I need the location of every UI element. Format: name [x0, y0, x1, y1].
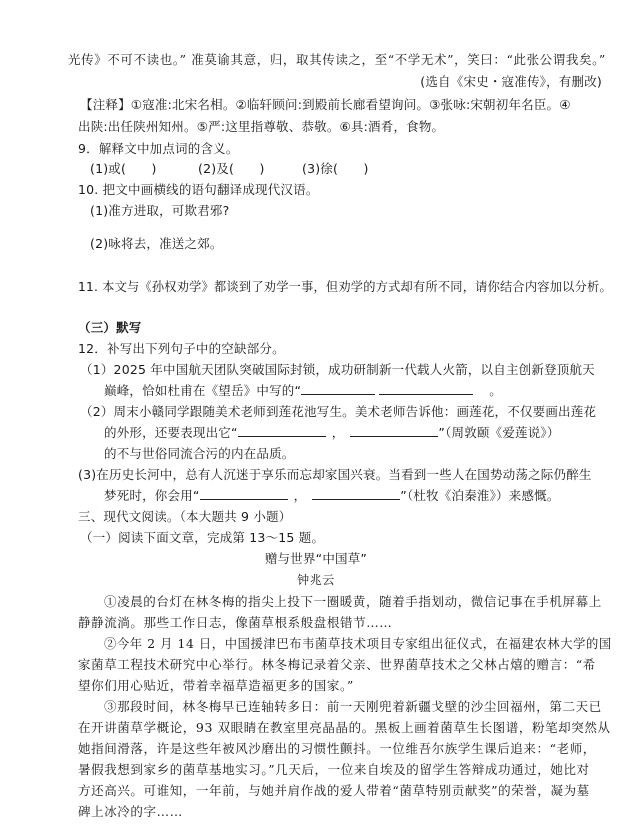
- q9-item-2: (2)及( ): [198, 161, 265, 176]
- article-p1-line-2: 静静流淌。那些工作日志，像菌草根系般盘根错节……: [78, 615, 393, 630]
- q12-s2-text-after: ”（周敦颐《爱莲说》）: [438, 425, 560, 440]
- q10-sub-1: (1)准方进取，可欺君邪?: [90, 203, 230, 218]
- q12-s3-blank-1[interactable]: [200, 488, 288, 500]
- part3-sub-heading: （一）阅读下面文章，完成第 13～15 题。: [80, 530, 325, 545]
- q12-s3-comma: ，: [293, 488, 307, 503]
- q12-s2-line-2: [104, 425, 560, 441]
- part3-heading: 三、现代文阅读。（本大题共 9 小题）: [78, 509, 292, 524]
- q12-s1-line-2: [104, 383, 502, 399]
- q12-s1-text-after: 。: [489, 383, 502, 398]
- q9-item-1: (1)或( ): [90, 161, 157, 176]
- q12-s3-blank-2[interactable]: [312, 488, 400, 500]
- article-p3-line-3: 她指间滑落，许是这些年被风沙磨出的习惯性颤抖。一位维吾尔族学生课后追来：“老师，: [78, 741, 596, 756]
- q12-s2-line-3: 的不与世俗同流合污的内在品质。: [104, 446, 295, 461]
- q12-prompt: 12．补写出下列句子中的空缺部分。: [78, 341, 285, 356]
- article-p2-line-1: ②今年 2 月 14 日，中国援津巴布韦菌草技术项目专家组出征仪式，在福建农林大学的国: [104, 636, 612, 651]
- article-title: 赠与世界“中国草”: [264, 551, 368, 566]
- q12-s2-text-before: 的外形，还要表现出它“: [104, 425, 238, 440]
- q9-prompt: 9．解释文中加点词的含义。: [78, 141, 239, 156]
- q12-s2-line-1: （2）周末小赣同学跟随美术老师到莲花池写生。美术老师告诉他：画莲花，不仅要画出莲花: [80, 404, 597, 419]
- article-p1-line-1: ①凌晨的台灯在林冬梅的指尖上投下一圈暖黄，随着手指划动，微信记事在手机屏幕上: [104, 594, 602, 609]
- q10-prompt: 10. 把文中画横线的语句翻译成现代汉语。: [78, 182, 319, 197]
- q12-s3-line-1: (3)在历史长河中，总有人沉迷于享乐而忘却家国兴衰。当看到一些人在国势动荡之际仍醉生: [78, 467, 592, 482]
- notes-line-2: 出陕:出任陕州知州。⑤严:这里指尊敬、恭敬。⑥具:酒肴，食物。: [78, 119, 445, 134]
- article-p2-line-3: 望你们用心贴近，带着幸福草造福更多的国家。”: [78, 678, 354, 693]
- section-heading-dictation: （三）默写: [78, 320, 142, 335]
- passage-source: (选自《宋史・寇准传》，有删改): [420, 74, 602, 89]
- q12-s1-line-1: （1）2025 年中国航天团队突破国际封锁，成功研制新一代载人火箭，以自主创新登顶航天: [80, 362, 595, 377]
- article-p3-line-5: 方还高兴。可谁知，一年前，与她并肩作战的爱人带着“菌草特别贡献奖”的荣誉，凝为墓: [78, 783, 590, 798]
- q9-item-3: (3)徐( ): [302, 161, 369, 176]
- q12-s3-line-2: [104, 488, 560, 504]
- article-p3-line-6: 碑上冰冷的字……: [78, 804, 183, 819]
- q12-s2-blank-1[interactable]: [238, 425, 326, 437]
- article-author: 钟兆云: [297, 573, 335, 587]
- notes-line-1: 【注释】①寇准:北宋名相。②临轩顾问:到殿前长廊看望询问。③张咏:宋朝初年名臣。④: [80, 97, 571, 112]
- q10-sub-2: (2)咏将去，准送之郊。: [90, 236, 223, 251]
- q12-s1-text-before: 巅峰，恰如杜甫在《望岳》中写的“: [104, 383, 302, 398]
- article-p3-line-1: ③那段时间，林冬梅早已连轴转多日：前一天刚兜着新疆戈壁的沙尘回福州，第二天已: [104, 699, 602, 714]
- q12-s2-blank-2[interactable]: [350, 425, 438, 437]
- q12-s1-blank-2[interactable]: [379, 383, 473, 395]
- q12-s1-blank-1[interactable]: [301, 383, 375, 395]
- q12-s3-text-before: 梦死时，你会用“: [104, 488, 200, 503]
- article-p3-line-4: 暑假我想到家乡的菌草基地实习。”几天后，一位来自埃及的留学生答辩成功通过，她比对: [78, 762, 590, 777]
- q12-s3-text-after: ”（杜牧《泊秦淮》）来感慨。: [400, 488, 560, 503]
- article-p2-line-2: 家菌草工程技术研究中心举行。林冬梅记录着父亲、世界菌草技术之父林占熺的赠言：“希: [78, 657, 596, 672]
- q12-s2-comma: ，: [331, 425, 345, 440]
- article-p3-line-2: 在开讲菌草学概论，93 双眼睛在教室里亮晶晶的。黑板上画着菌草生长图谱，粉笔却突然从: [78, 720, 611, 735]
- passage-tail-line: 光传》不可不读也。” 准莫谕其意，归，取其传读之，至“不学无术”，笑曰：“此张公谓我矣。”: [68, 52, 606, 67]
- q11-prompt: 11. 本文与《孙权劝学》都谈到了劝学一事，但劝学的方式却有所不同，请你结合内容加以分析。: [78, 279, 612, 294]
